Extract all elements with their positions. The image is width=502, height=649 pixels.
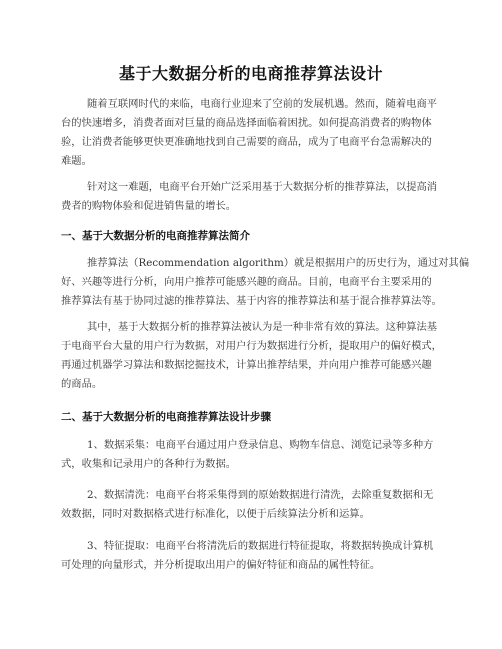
text-line: 于电商平台大量的用户行为数据，对用户行为数据进行分析，提取用户的偏好模式，: [61, 340, 442, 352]
text-line: 3、特征提取：电商平台将清洗后的数据进行特征提取，将数据转换成计算机: [87, 540, 434, 552]
text-line: 台的快速增多，消费者面对巨量的商品选择面临着困扰。如何提高消费者的购物体: [61, 117, 432, 129]
text-line: 式，收集和记录用户的各种行为数据。: [61, 458, 237, 470]
paragraph-problem: [61, 178, 441, 216]
text-line: 费者的购物体验和促进销售量的增长。: [61, 200, 237, 212]
document-title: 基于大数据分析的电商推荐算法设计: [118, 64, 383, 83]
section-heading-1: 一、基于大数据分析的电商推荐算法简介: [61, 230, 250, 242]
text-line: 验，让消费者能够更快更准确地找到自己需要的商品，成为了电商平台急需解决的: [61, 136, 432, 148]
text-line: 的商品。: [61, 378, 103, 390]
paragraph-algorithm-intro: [61, 254, 470, 311]
section-heading-2: 二、基于大数据分析的电商推荐算法设计步骤: [61, 411, 271, 423]
paragraph-step-2: [61, 486, 441, 524]
text-line: 好、兴趣等进行分析，向用户推荐可能感兴趣的商品。目前，电商平台主要采用的: [61, 276, 432, 288]
text-line: 2、数据清洗：电商平台将采集得到的原始数据进行清洗，去除重复数据和无: [87, 489, 434, 501]
paragraph-step-1: [61, 436, 441, 474]
paragraph-step-3: [61, 537, 441, 575]
text-line: 难题。: [61, 155, 92, 167]
text-line: 再通过机器学习算法和数据挖掘技术，计算出推荐结果，并向用户推荐可能感兴趣: [61, 359, 432, 371]
text-line: 推荐算法（Recommendation algorithm）就是根据用户的历史行为，通过对其偏: [87, 257, 470, 269]
text-line: 推荐算法有基于协同过滤的推荐算法、基于内容的推荐算法和基于混合推荐算法等。: [61, 295, 442, 307]
paragraph-big-data-algorithm: [61, 318, 441, 394]
paragraph-intro: [61, 95, 441, 171]
text-line: 可处理的向量形式，并分析提取出用户的偏好特征和商品的属性特征。: [61, 559, 381, 571]
text-line: 其中，基于大数据分析的推荐算法被认为是一种非常有效的算法。这种算法基: [87, 321, 438, 333]
text-line: 针对这一难题，电商平台开始广泛采用基于大数据分析的推荐算法，以提高消: [87, 181, 438, 193]
text-line: 效数据，同时对数据格式进行标准化，以便于后续算法分析和运算。: [61, 508, 370, 520]
text-line: 随着互联网时代的来临，电商行业迎来了空前的发展机遇。然而，随着电商平: [87, 98, 438, 110]
text-line: 1、数据采集：电商平台通过用户登录信息、购物车信息、浏览记录等多种方: [87, 439, 434, 451]
